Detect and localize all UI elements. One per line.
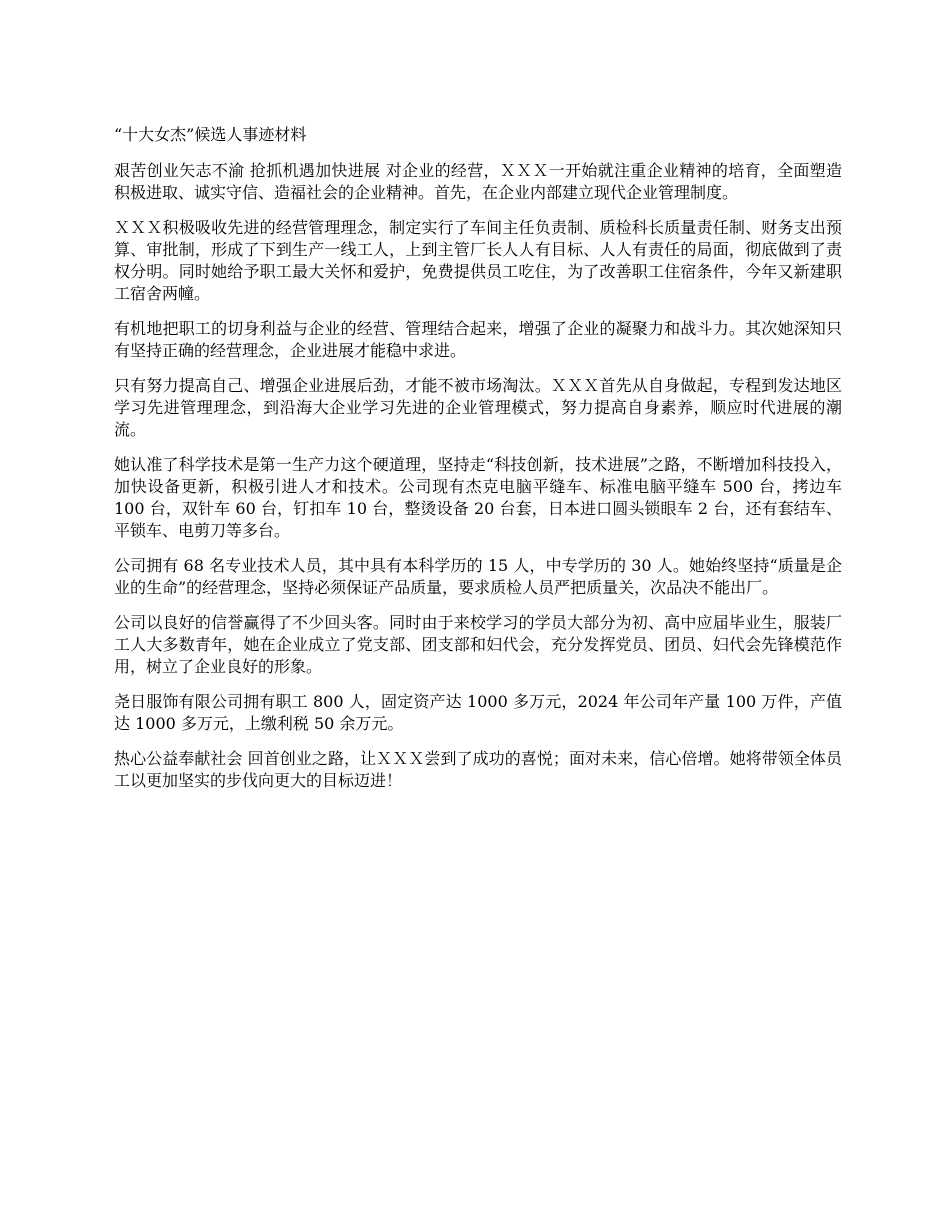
- paragraph-7: 公司以良好的信誉赢得了不少回头客。同时由于来校学习的学员大部分为初、高中应届毕业生，服装厂工人大多数青年，她在企业成立了党支部、团支部和妇代会，充分发挥党员、团员、妇代会先锋模范作用，树立了企业良好的形象。: [114, 613, 842, 676]
- paragraph-8: 尧日服饰有限公司拥有职工 800 人，固定资产达 1000 多万元，2024 年公司年产量 100 万件，产值达 1000 多万元，上缴利税 50 余万元。: [114, 692, 842, 733]
- paragraph-3: 有机地把职工的切身利益与企业的经营、管理结合起来，增强了企业的凝聚力和战斗力。其次她深知只有坚持正确的经营理念，企业进展才能稳中求进。: [114, 319, 842, 360]
- paragraph-1: 艰苦创业矢志不渝 抢抓机遇加快进展 对企业的经营，ＸＸＸ一开始就注重企业精神的培育，全面塑造积极进取、诚实守信、造福社会的企业精神。首先，在企业内部建立现代企业管理制度。: [114, 161, 842, 202]
- paragraph-5: 她认准了科学技术是第一生产力这个硬道理，坚持走“科技创新，技术进展”之路，不断增加科技投入，加快设备更新，积极引进人才和技术。公司现有杰克电脑平缝车、标准电脑平缝车 500 台，拷边车 100 台，双针车 60 台，钉扣车 10 台，整烫设备 20 台套，日本进口圆头锁眼车 2 台，还有套结车、平锁车、电剪刀等多台。: [114, 455, 842, 540]
- document-title: “十大女杰”候选人事迹材料: [114, 125, 307, 144]
- paragraph-4: 只有努力提高自己、增强企业进展后劲，才能不被市场淘汰。ＸＸＸ首先从自身做起，专程到发达地区学习先进管理理念，到沿海大企业学习先进的企业管理模式，努力提高自身素养，顺应时代进展的潮流。: [114, 376, 842, 439]
- paragraph-9: 热心公益奉献社会 回首创业之路，让ＸＸＸ尝到了成功的喜悦；面对未来，信心倍增。她将带领全体员工以更加坚实的步伐向更大的目标迈进！: [114, 749, 842, 790]
- paragraph-6: 公司拥有 68 名专业技术人员，其中具有本科学历的 15 人，中专学历的 30 人。她始终坚持“质量是企业的生命”的经营理念，坚持必须保证产品质量，要求质检人员严把质量关，次品决不能出厂。: [114, 556, 842, 597]
- paragraph-2: ＸＸＸ积极吸收先进的经营管理理念，制定实行了车间主任负责制、质检科长质量责任制、财务支出预算、审批制，形成了下到生产一线工人，上到主管厂长人人有目标、人人有责任的局面，彻底做到了责权分明。同时她给予职工最大关怀和爱护，免费提供员工吃住，为了改善职工住宿条件，今年又新建职工宿舍两幢。: [114, 218, 842, 303]
